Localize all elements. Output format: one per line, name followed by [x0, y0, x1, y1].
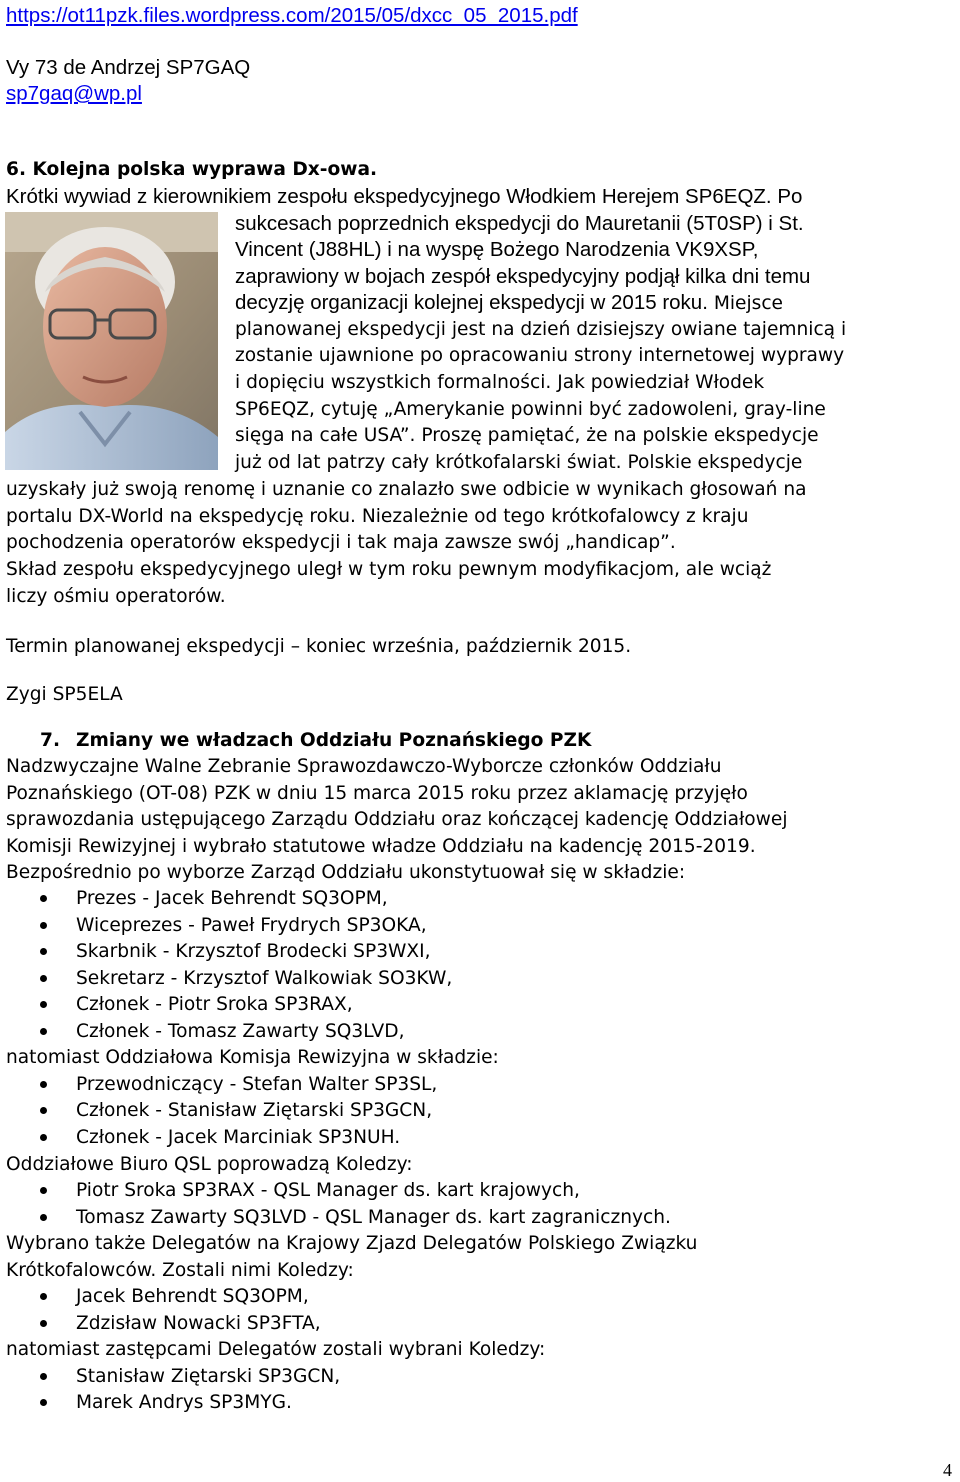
section7-intro-line: Nadzwyczajne Walne Zebranie Sprawozdawczo-Wyborcze członków Oddziału	[6, 756, 722, 777]
list-item: Członek - Tomasz Zawarty SQ3LVD,	[76, 1021, 405, 1042]
bullet-icon	[40, 1399, 47, 1406]
section6-title: 6. Kolejna polska wyprawa Dx-owa.	[6, 159, 378, 180]
section6-line: i dopięciu wszystkich formalności. Jak powiedział Włodek	[235, 372, 765, 393]
section7-intro-line: Bezpośrednio po wyborze Zarząd Oddziału ukonstytuował się w składzie:	[6, 862, 686, 883]
bullet-icon	[40, 1293, 47, 1300]
bullet-icon	[40, 1081, 47, 1088]
section6-line: sięga na całe USA”. Proszę pamiętać, że na polskie ekspedycje	[235, 425, 819, 446]
page-number: 4	[943, 1460, 952, 1480]
portrait-photo	[5, 212, 218, 470]
section6-line: Skład zespołu ekspedycyjnego uległ w tym roku pewnym modyfikacjom, ale wciąż	[6, 559, 772, 580]
section6-author: Zygi SP5ELA	[6, 684, 123, 705]
list-item: Członek - Jacek Marciniak SP3NUH.	[76, 1127, 401, 1148]
section6-line: pochodzenia operatorów ekspedycji i tak maja zawsze swój „handicap”.	[6, 532, 676, 553]
bullet-icon	[40, 895, 47, 902]
bullet-icon	[40, 922, 47, 929]
section6-line: zostanie ujawnione po opracowaniu strony internetowej wyprawy	[235, 345, 845, 366]
section6-line: decyzję organizacji kolejnej ekspedycji w 2015 roku. Miejsce	[235, 291, 783, 314]
deputies-intro: natomiast zastępcami Delegatów zostali wybrani Koledzy:	[6, 1339, 546, 1360]
list-item: Członek - Stanisław Ziętarski SP3GCN,	[76, 1100, 433, 1121]
bullet-icon	[40, 1001, 47, 1008]
section6-line: już od lat patrzy cały krótkofalarski świat. Polskie ekspedycje	[235, 452, 803, 473]
list-item: Tomasz Zawarty SQ3LVD - QSL Manager ds. kart zagranicznych.	[76, 1207, 671, 1228]
source-url-link[interactable]: https://ot11pzk.files.wordpress.com/2015/05/dxcc_05_2015.pdf	[6, 4, 578, 27]
delegates-intro-line: Wybrano także Delegatów na Krajowy Zjazd Delegatów Polskiego Związku	[6, 1233, 698, 1254]
list-item: Wiceprezes - Paweł Frydrych SP3OKA,	[76, 915, 427, 936]
section6-line: Krótki wywiad z kierownikiem zespołu ekspedycyjnego Włodkiem Herejem SP6EQZ. Po	[6, 185, 803, 208]
section7-intro-line: Komisji Rewizyjnej i wybrało statutowe władze Oddziału na kadencję 2015-2019.	[6, 836, 756, 857]
section6-line: uzyskały już swoją renomę i uznanie co znalazło swe odbicie w wynikach głosowań na	[6, 479, 807, 500]
bullet-icon	[40, 1373, 47, 1380]
delegates-intro-line: Krótkofalowców. Zostali nimi Koledzy:	[6, 1260, 354, 1281]
list-item: Zdzisław Nowacki SP3FTA,	[76, 1313, 321, 1334]
bullet-icon	[40, 1028, 47, 1035]
section6-line: zaprawiony w bojach zespół ekspedycyjny podjął kilka dni temu	[235, 265, 811, 288]
list-item: Skarbnik - Krzysztof Brodecki SP3WXI,	[76, 941, 431, 962]
list-item: Członek - Piotr Sroka SP3RAX,	[76, 994, 353, 1015]
list-item: Piotr Sroka SP3RAX - QSL Manager ds. kart krajowych,	[76, 1180, 580, 1201]
expedition-term: Termin planowanej ekspedycji – koniec września, październik 2015.	[6, 636, 632, 657]
bullet-icon	[40, 1214, 47, 1221]
audit-intro: natomiast Oddziałowa Komisja Rewizyjna w składzie:	[6, 1047, 499, 1068]
list-item: Stanisław Ziętarski SP3GCN,	[76, 1366, 341, 1387]
list-item: Prezes - Jacek Behrendt SQ3OPM,	[76, 888, 388, 909]
section7-intro-line: Poznańskiego (OT-08) PZK w dniu 15 marca 2015 roku przez aklamację przyjęło	[6, 783, 748, 804]
bullet-icon	[40, 1320, 47, 1327]
section6-line: planowanej ekspedycji jest na dzień dzisiejszy owiane tajemnicą i	[235, 319, 847, 340]
section6-line: liczy ośmiu operatorów.	[6, 586, 226, 607]
section6-line: sukcesach poprzednich ekspedycji do Mauretanii (5T0SP) i St.	[235, 212, 804, 235]
section7-title: Zmiany we władzach Oddziału Poznańskiego PZK	[76, 730, 592, 751]
bullet-icon	[40, 1187, 47, 1194]
section6-line: portalu DX-World na ekspedycję roku. Niezależnie od tego krótkofalowcy z kraju	[6, 506, 749, 527]
list-item: Jacek Behrendt SQ3OPM,	[76, 1286, 309, 1307]
section6-line: Vincent (J88HL) i na wyspę Bożego Narodzenia VK9XSP,	[235, 238, 759, 261]
bullet-icon	[40, 975, 47, 982]
list-item: Przewodniczący - Stefan Walter SP3SL,	[76, 1074, 438, 1095]
section7-number: 7.	[40, 730, 61, 751]
section7-intro-line: sprawozdania ustępującego Zarządu Oddziału oraz kończącej kadencję Oddziałowej	[6, 809, 788, 830]
bullet-icon	[40, 1107, 47, 1114]
section6-line: SP6EQZ, cytuję „Amerykanie powinni być zadowoleni, gray-line	[235, 399, 826, 420]
list-item: Sekretarz - Krzysztof Walkowiak SO3KW,	[76, 968, 453, 989]
list-item: Marek Andrys SP3MYG.	[76, 1392, 292, 1413]
bullet-icon	[40, 1134, 47, 1141]
bullet-icon	[40, 948, 47, 955]
email-link[interactable]: sp7gaq@wp.pl	[6, 82, 142, 105]
qsl-intro: Oddziałowe Biuro QSL poprowadzą Koledzy:	[6, 1154, 413, 1175]
signature: Vy 73 de Andrzej SP7GAQ	[6, 56, 251, 79]
